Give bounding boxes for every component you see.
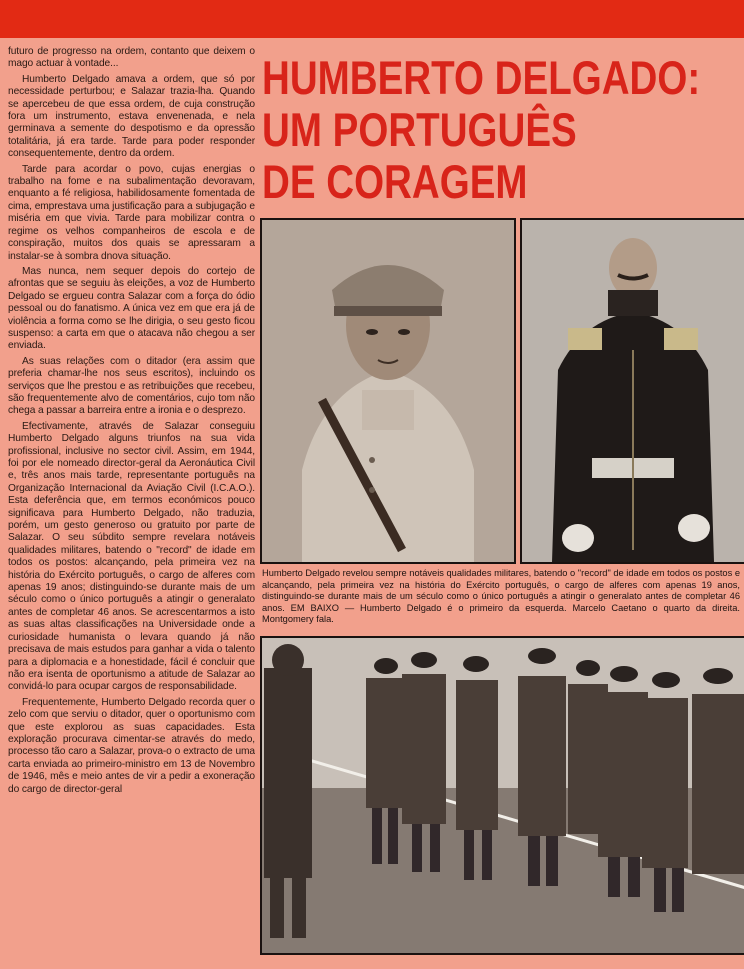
article-paragraph: Tarde para acordar o povo, cujas energias o trabalho na fome e na subalimentação devoravam, enquanto a fé religiosa, habilidosamente fomentada de cima, emprestava uma justificação para a subjugação e miséria em que vivia. Tarde para mobilizar contra o regime os velhos companheiros de escola e de conspiração, muitos dos quais se apressaram a instalar-se à sombra dnova situação. (8, 163, 255, 262)
article-paragraph: Mas nunca, nem sequer depois do cortejo de afrontas que se seguiu às eleições, a voz de Humberto Delgado se ergueu contra Salazar com a força do ódio pessoal ou do fanatismo. A única vez em que era já de violência a forma como se lhe dirigia, o seu gesto ficou suspenso: a carta em que o atacava não chegou a ser enviada. (8, 265, 255, 352)
title-line: DE CORAGEM (262, 155, 528, 208)
title-line: UM PORTUGUÊS (262, 103, 577, 156)
article-paragraph: Humberto Delgado amava a ordem, que só por necessidade perturbou; e Salazar trazia-lha. Quando se apercebeu de que essa ordem, de cuja construção fora um instrumento, estava envenenada, e nela germinava a semente do despotismo e da opressão totalitária, já era tarde. Tarde para poder responder consequentemente, dentro da ordem. (8, 73, 255, 160)
article-text-column (8, 46, 255, 961)
article-paragraph: Efectivamente, através de Salazar conseguiu Humberto Delgado alguns triunfos na sua vida profissional, inclusive no sector civil. Assim, em 1944, foi por ele nomeado director-geral da Aeronáutica Civil e, três anos mais tarde, representante português na Organização Internacional da Aviação Civil (I.C.A.O.). Esta deferência que, em termos económicos pouco significava para Humberto Delgado, não traduzia, porém, um gesto generoso ou gratuito por parte de Salazar. O seu súbdito sempre revelara notáveis qualidades militares, batendo o "record" de idade em todos os postos: alcançando, pela primeira vez na história do Exército português, o cargo de alferes com apenas 19 anos; distinguindo-se durante mais de um século como o único português a atingir o generalato antes de completar 46 anos. Se acrescentarmos a isto as suas altas classificações na Universidade onde a curiosidade humanista o levara quando já não precisava de mais estudos para ganhar a vida o talento para a diplomacia e a honestidade, fácil é concluir que não era isenta de oportunismo a atitude de Salazar ao convidá-lo para ocupar cargos de responsabilidade. (8, 420, 255, 693)
photo-caption: Humberto Delgado revelou sempre notáveis qualidades militares, batendo o "record" de idade em todos os postos e alcançando, pela primeira vez na história do Exército português, o cargo de alferes com apenas 19 anos, distinguindo-se durante mais de um século como o único português a atingir o generalato antes de completar 46 anos. EM BAIXO — Humberto Delgado é o primeiro da esquerda. Marcelo Caetano o quarto da direita. Montgomery fala. (262, 568, 740, 625)
general-portrait-illustration (522, 220, 744, 562)
top-red-band (0, 0, 744, 38)
young-portrait-illustration (262, 220, 514, 562)
article-paragraph: As suas relações com o ditador (era assim que preferia chamar-lhe nos seus escritos), incluindo os serviços que lhe prestou e as retribuições que recebeu, são frequentemente alvo de comentários, cujo tom não chega a passar a barreira entre a ironia e o desprezo. (8, 355, 255, 417)
photo-general-delgado (520, 218, 744, 564)
photo-officers-group (260, 636, 744, 955)
photo-young-delgado (260, 218, 516, 564)
article-paragraph: Frequentemente, Humberto Delgado recorda quer o zelo com que serviu o ditador, quer o oportunismo com que este explorou as suas capacidades. Esta exploração procurava cimentar-se através do medo, processo tão caro a Salazar, prova-o o extracto de uma carta enviada ao primeiro-ministro em 13 de Novembro de 1946, mês e meio antes de vir a pedir a exoneração do cargo de director-geral (8, 696, 255, 795)
title-line: HUMBERTO DELGADO: (262, 51, 701, 104)
magazine-page (0, 38, 744, 969)
officers-group-illustration (262, 638, 744, 953)
article-paragraph: futuro de progresso na ordem, contanto que deixem o mago actuar à vontade... (8, 46, 255, 70)
article-title (262, 51, 701, 208)
